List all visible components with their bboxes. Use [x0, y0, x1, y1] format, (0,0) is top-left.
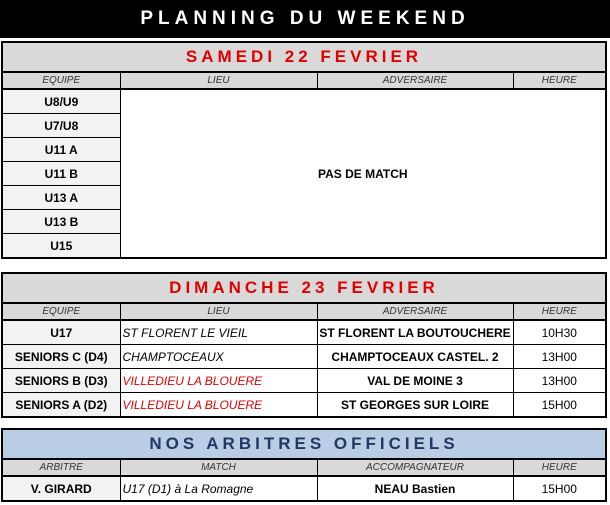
- col-header-heure: HEURE: [513, 73, 605, 89]
- col-header-lieu: LIEU: [120, 73, 317, 89]
- table-row: [3, 476, 605, 500]
- accompagnateur-cell: NEAU Bastien: [317, 476, 513, 500]
- col-header-heure: HEURE: [513, 304, 605, 320]
- lieu-cell: CHAMPTOCEAUX: [120, 345, 317, 369]
- adversaire-cell: CHAMPTOCEAUX CASTEL. 2: [317, 345, 513, 369]
- saturday-block: [1, 41, 607, 259]
- referees-table: [3, 460, 605, 500]
- match-cell: U17 (D1) à La Romagne: [120, 476, 317, 500]
- team-cell: U17: [3, 320, 120, 345]
- referees-header: NOS ARBITRES OFFICIELS: [3, 430, 605, 460]
- lieu-cell: ST FLORENT LE VIEIL: [120, 320, 317, 345]
- col-header-equipe: EQUIPE: [3, 73, 120, 89]
- col-header-adversaire: ADVERSAIRE: [317, 73, 513, 89]
- team-cell: U13 B: [3, 210, 120, 234]
- saturday-header: SAMEDI 22 FEVRIER: [3, 43, 605, 73]
- table-row: [3, 369, 605, 393]
- adversaire-cell: ST FLORENT LA BOUTOUCHERE: [317, 320, 513, 345]
- table-row: [3, 89, 605, 114]
- heure-cell: 10H30: [513, 320, 605, 345]
- lieu-cell: VILLEDIEU LA BLOUERE: [120, 369, 317, 393]
- team-cell: SENIORS A (D2): [3, 393, 120, 417]
- team-cell: SENIORS C (D4): [3, 345, 120, 369]
- heure-cell: 15H00: [513, 476, 605, 500]
- page-title: PLANNING DU WEEKEND: [0, 0, 610, 38]
- team-cell: U11 B: [3, 162, 120, 186]
- referees-block: [1, 428, 607, 502]
- lieu-cell: VILLEDIEU LA BLOUERE: [120, 393, 317, 417]
- col-header-equipe: EQUIPE: [3, 304, 120, 320]
- col-header-adversaire: ADVERSAIRE: [317, 304, 513, 320]
- heure-cell: 15H00: [513, 393, 605, 417]
- team-cell: SENIORS B (D3): [3, 369, 120, 393]
- col-header-lieu: LIEU: [120, 304, 317, 320]
- saturday-table: [3, 73, 605, 257]
- col-header-accompagnateur: ACCOMPAGNATEUR: [317, 460, 513, 476]
- team-cell: U11 A: [3, 138, 120, 162]
- heure-cell: 13H00: [513, 369, 605, 393]
- table-row: [3, 345, 605, 369]
- adversaire-cell: VAL DE MOINE 3: [317, 369, 513, 393]
- team-cell: U15: [3, 234, 120, 258]
- sunday-block: [1, 272, 607, 418]
- sunday-header: DIMANCHE 23 FEVRIER: [3, 274, 605, 304]
- team-cell: U13 A: [3, 186, 120, 210]
- heure-cell: 13H00: [513, 345, 605, 369]
- no-match-cell: PAS DE MATCH: [120, 89, 605, 257]
- table-row: [3, 393, 605, 417]
- team-cell: U8/U9: [3, 89, 120, 114]
- arbitre-cell: V. GIRARD: [3, 476, 120, 500]
- table-row: [3, 320, 605, 345]
- col-header-arbitre: ARBITRE: [3, 460, 120, 476]
- sunday-table: [3, 304, 605, 416]
- col-header-match: MATCH: [120, 460, 317, 476]
- team-cell: U7/U8: [3, 114, 120, 138]
- adversaire-cell: ST GEORGES SUR LOIRE: [317, 393, 513, 417]
- col-header-heure: HEURE: [513, 460, 605, 476]
